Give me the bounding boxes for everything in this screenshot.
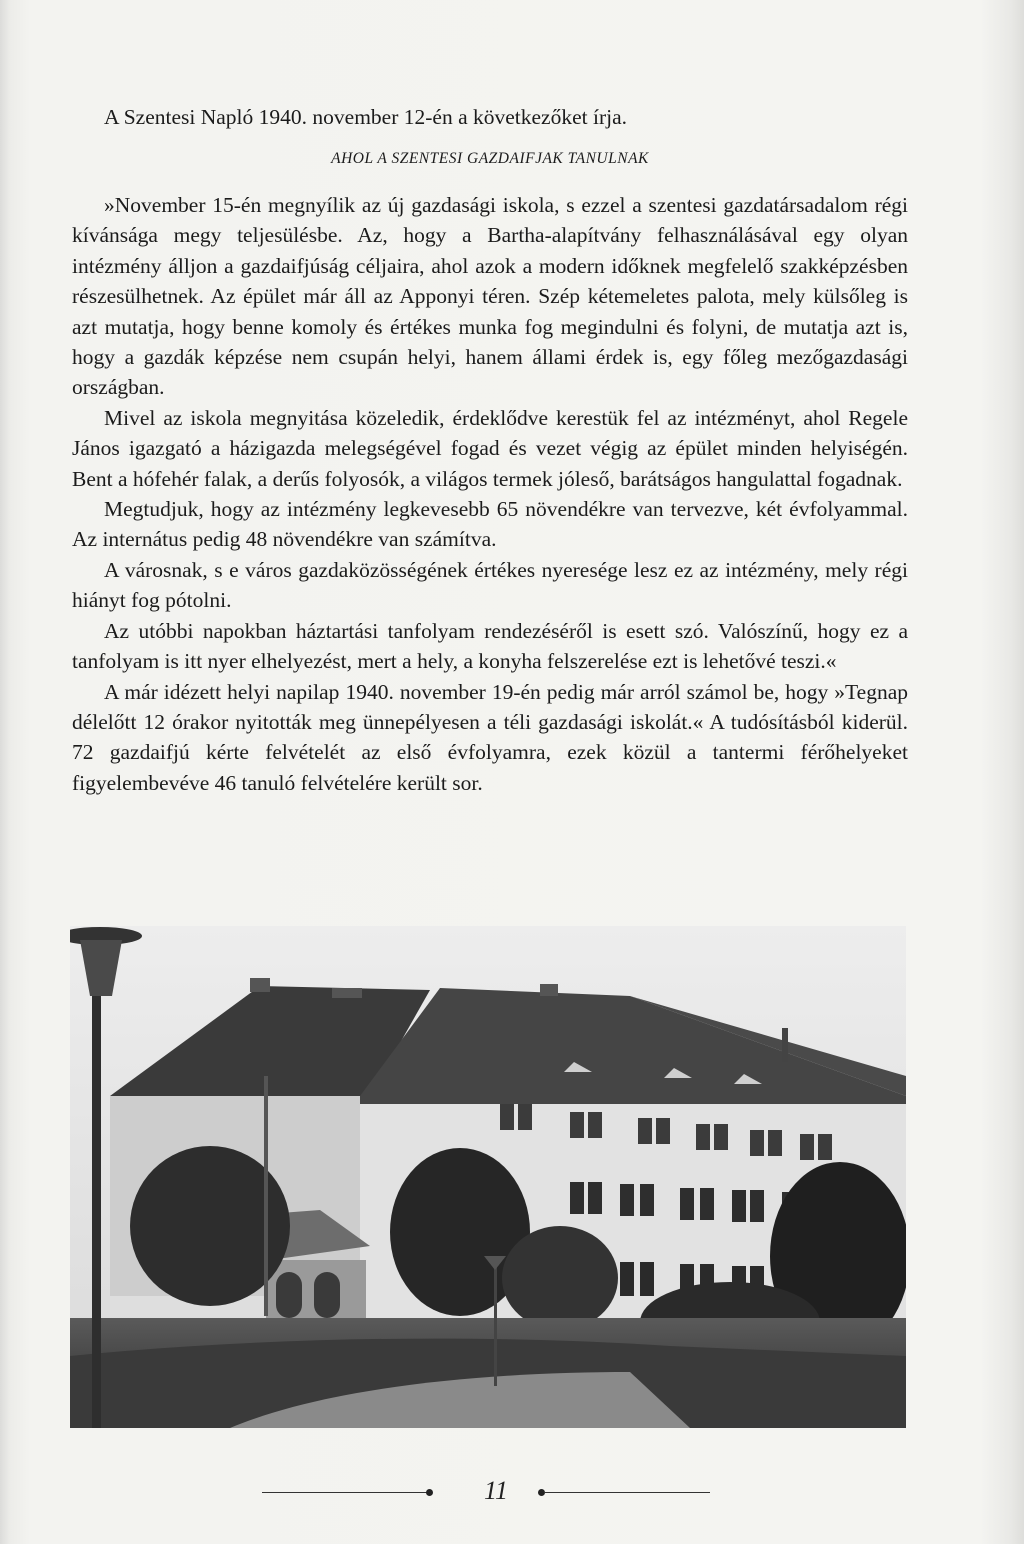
section-heading: AHOL A SZENTESI GAZDAIFJAK TANULNAK (331, 150, 649, 167)
paragraph: A már idézett helyi napilap 1940. november 19-én pedig már arról számol be, hogy »Tegnap délelőtt 12 órakor nyitották meg ünnepélyesen a téli gazdasági iskolát.« A tudósításból kiderül. 72 gazdaifjú kérte felvételét az első évfolyamra, ezek közül a tantermi férőhelyeket figyelembevéve 46 tanuló felvételére került sor. (72, 679, 908, 795)
article-body (72, 102, 908, 798)
paragraph: Mivel az iskola megnyitása közeledik, érdeklődve kerestük fel az intézményt, ahol Regele János igazgató a házigazda melegségével fogad és vezet végig az épület minden helyiségén. Bent a hófehér falak, a derűs folyosók, a világos termek jóleső, barátságos hangulattal fogadnak. (72, 405, 908, 491)
footer-dot-left (426, 1489, 433, 1496)
paragraph: A városnak, s e város gazdaközösségének értékes nyeresége lesz ez az intézmény, mely régi hiányt fog pótolni. (72, 557, 908, 613)
intro-line: A Szentesi Napló 1940. november 12-én a következőket írja. (104, 105, 628, 129)
paragraph: »November 15-én megnyílik az új gazdasági iskola, s ezzel a szentesi gazdatársadalom régi kívánsága megy teljesülésbe. Az, hogy a Bartha-alapítvány felhasználásával egy olyan intézmény álljon a gazdaifjúság céljaira, ahol azok a modern időknek megfelelő szakképzésben részesülhetnek. Az épület már áll az Apponyi téren. Szép kétemeletes palota, mely külsőleg is azt mutatja, hogy benne komoly és értékes munka fog megindulni és folyni, de mutatja azt is, hogy a gazdák képzése nem csupán helyi, hanem állami érdek is, egy főleg mezőgazdasági országban. (72, 193, 908, 400)
footer-rule-left (262, 1492, 428, 1493)
page-footer (0, 1476, 1024, 1516)
footer-rule-right (544, 1492, 710, 1493)
paragraph: Az utóbbi napokban háztartási tanfolyam rendezéséről is esett szó. Valószínű, hogy ez a tanfolyam is itt nyer elhelyezést, mert a hely, a konyha felszerelése ezt is lehetővé teszi.« (72, 618, 908, 674)
page-number: 11 (483, 1476, 509, 1505)
paragraph: Megtudjuk, hogy az intézmény legkevesebb 65 növendékre van tervezve, két évfolyammal. Az internátus pedig 48 növendékre van számítva. (72, 497, 908, 552)
school-building-photo (70, 926, 906, 1428)
